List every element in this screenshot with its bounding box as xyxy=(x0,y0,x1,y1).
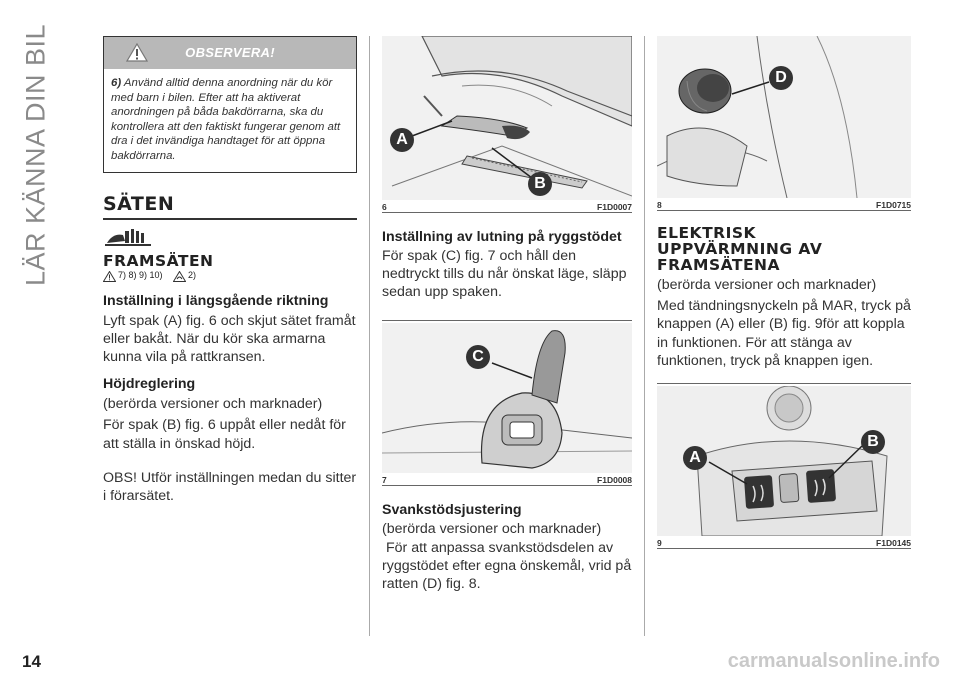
warning-body xyxy=(104,69,356,172)
seat-lever-illustration xyxy=(382,36,632,200)
lumbar-text: För att anpassa svankstödsdelen av ryggstödet efter egna önskemål, vrid på ratten (D) fig. 8. xyxy=(382,539,632,593)
column-1 xyxy=(103,36,357,505)
lumbar-title: Svankstödsjustering xyxy=(382,501,522,518)
callout-a: A xyxy=(390,128,414,152)
backrest-lever-illustration xyxy=(382,323,632,473)
backrest-title: Inställning av lutning på ryggstödet xyxy=(382,229,622,245)
length-text: Lyft spak (A) fig. 6 och skjut sätet framåt eller bakåt. När du kör ska armarna kunna vila på rattkransen. xyxy=(103,312,356,365)
info-icon xyxy=(173,271,186,282)
height-note: OBS! Utför inställningen medan du sitter i förarsätet. xyxy=(103,469,357,504)
section-rule xyxy=(103,218,357,220)
side-chapter-title: LÄR KÄNNA DIN BIL xyxy=(20,23,51,287)
figure-6 xyxy=(382,36,632,200)
figure-7-caption: 7 F1D0008 xyxy=(382,474,632,485)
warning-text: Använd alltid denna anordning när du kör med barn i bilen. Efter att ha aktiverat anordningen på båda bakdörrarna, ska du kontrollera att den faktiskt fungerar genom att dra i det invändiga handtaget för att öppna bakdörrarna. xyxy=(111,77,341,162)
height-title: Höjdreglering xyxy=(103,376,196,393)
height-sub: (berörda versioner och marknader) xyxy=(103,396,323,413)
watermark: carmanualsonline.info xyxy=(727,650,940,672)
column-3 xyxy=(657,36,911,549)
warning-note xyxy=(103,36,357,173)
length-title: Inställning i längsgående riktning xyxy=(103,292,329,309)
heating-text: Med tändningsnyckeln på MAR, tryck på knappen (A) eller (B) fig. 9för att koppla in funktionen. För att stänga av funktionen, tryck på knappen igen. xyxy=(657,298,911,369)
figure-rule xyxy=(382,320,632,321)
caption-rule xyxy=(657,210,911,211)
lumbar-sub: (berörda versioner och marknader) xyxy=(382,520,602,537)
callout-a: A xyxy=(683,446,707,470)
front-seats-refs: 7) 8) 9) 10) 2) xyxy=(103,269,357,285)
figure-6-caption: 6 F1D0007 xyxy=(382,202,632,212)
callout-b: B xyxy=(861,430,885,454)
front-seats-title: FRAMSÄTEN xyxy=(103,251,214,270)
column-2 xyxy=(382,36,632,593)
warning-ref: 6) xyxy=(111,77,122,89)
column-divider xyxy=(369,36,370,636)
caption-rule xyxy=(657,548,911,549)
figure-9 xyxy=(657,386,911,536)
child-seat-icon xyxy=(103,225,157,249)
heating-sub: (berörda versioner och marknader) xyxy=(657,277,877,293)
caption-rule xyxy=(382,485,632,486)
heating-title: ELEKTRISK UPPVÄRMNING AV FRAMSÄTENA xyxy=(657,224,823,274)
height-text: För spak (B) fig. 6 uppåt eller nedåt för att ställa in önskad höjd. xyxy=(103,417,346,452)
warning-header xyxy=(104,37,356,69)
figure-9-caption: 9 F1D0145 xyxy=(657,538,911,549)
backrest-text: För spak (C) fig. 7 och håll den nedtryckt tills du når önskat läge, släpp sedan upp spaken. xyxy=(382,248,627,301)
figure-8-caption: 8 F1D0715 xyxy=(657,200,911,210)
caption-rule xyxy=(382,212,632,213)
page-number: 14 xyxy=(22,652,41,671)
lumbar-knob-illustration xyxy=(657,36,911,198)
section-title: SÄTEN xyxy=(103,192,175,215)
callout-c: C xyxy=(466,345,490,369)
figure-7 xyxy=(382,323,632,473)
warning-triangle-icon xyxy=(103,271,116,282)
warning-title: OBSERVERA! xyxy=(185,45,275,60)
figure-8 xyxy=(657,36,911,198)
callout-d: D xyxy=(769,66,793,90)
column-divider xyxy=(644,36,645,636)
figure-rule xyxy=(657,383,911,384)
callout-b: B xyxy=(528,172,552,196)
